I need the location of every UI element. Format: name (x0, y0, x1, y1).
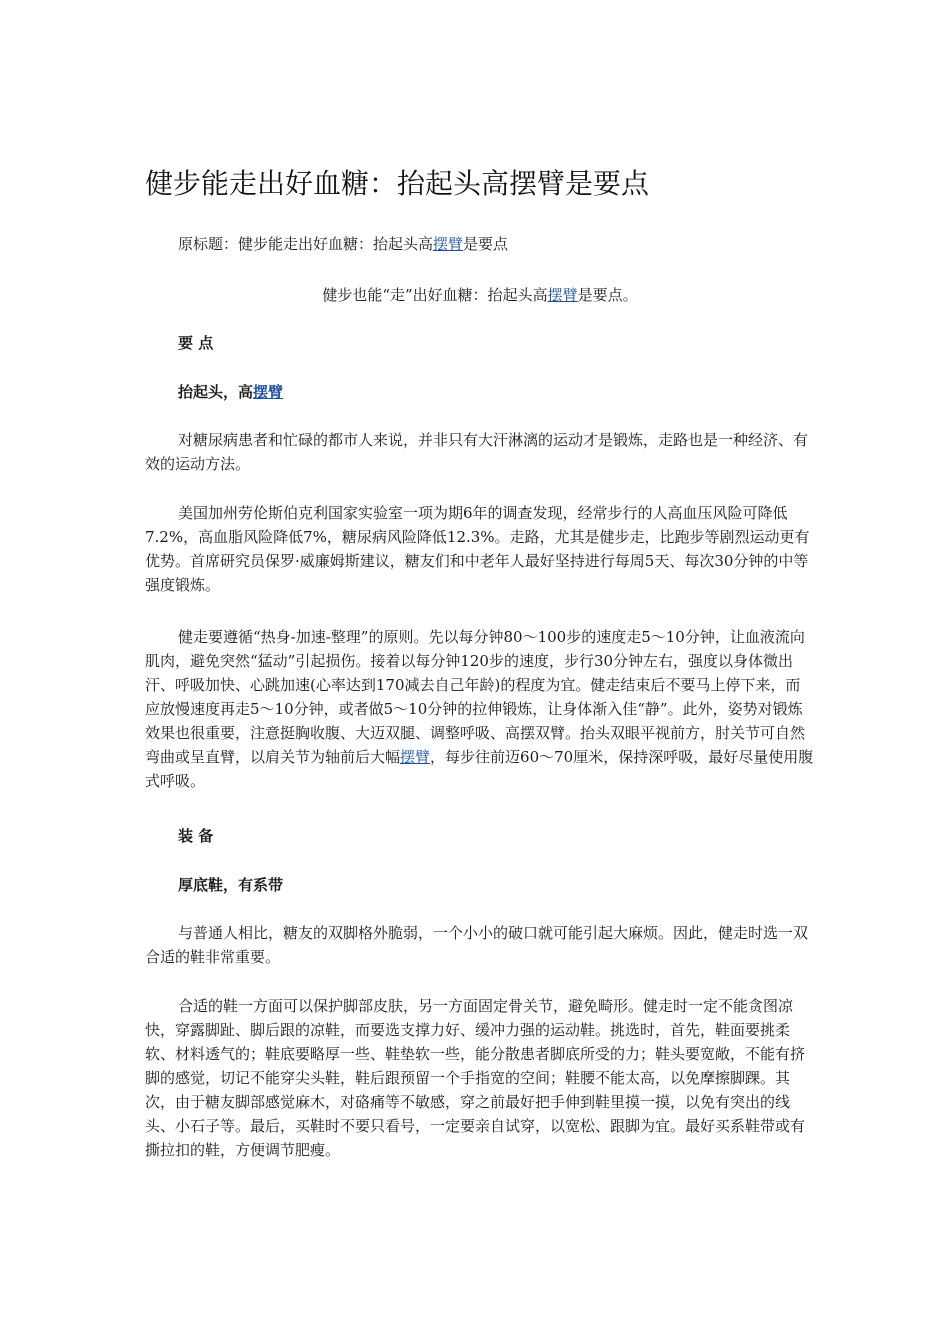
section-heading-equipment: 装 备 (178, 827, 214, 845)
section-heading-key-points: 要 点 (178, 334, 214, 352)
subtitle-text: 健步也能“走”出好血糖：抬起头高 (322, 286, 548, 304)
paragraph-walking-method (145, 625, 815, 793)
subtitle-line (145, 283, 815, 307)
keyword-link[interactable]: 摆臂 (433, 235, 464, 253)
paragraph-study: 美国加州劳伦斯伯克利国家实验室一项为期6年的调查发现，经常步行的人高血压风险可降低7.2%，高血脂风险降低7%，糖尿病风险降低12.3%。走路，尤其是健步走，比跑步等剧烈运动更有优势。首席研究员保罗·威廉姆斯建议，糖友们和中老年人最好坚持进行每周5天、每次30分钟的中等强度锻炼。 (145, 504, 810, 594)
original-title-text: 原标题：健步能走出好血糖：抬起头高 (178, 235, 434, 253)
subtitle-suffix: 是要点。 (577, 286, 638, 304)
keyword-link[interactable]: 摆臂 (547, 286, 578, 304)
paragraph-shoe-choice: 合适的鞋一方面可以保护脚部皮肤，另一方面固定骨关节，避免畸形。健走时一定不能贪图凉快，穿露脚趾、脚后跟的凉鞋，而要选支撑力好、缓冲力强的运动鞋。挑选时，首先，鞋面要挑柔软、材料透气的；鞋底要略厚一些、鞋垫软一些，能分散患者脚底所受的力；鞋头要宽敞，不能有挤脚的感觉，切记不能穿尖头鞋，鞋后跟预留一个手指宽的空间；鞋腰不能太高，以免摩擦脚踝。其次，由于糖友脚部感觉麻木，对硌痛等不敏感，穿之前最好把手伸到鞋里摸一摸，以免有突出的线头、小石子等。最后，买鞋时不要只看号，一定要亲自试穿，以宽松、跟脚为宜。最好买系鞋带或有撕拉扣的鞋，方便调节肥瘦。 (145, 997, 806, 1159)
original-title-suffix: 是要点 (463, 235, 509, 253)
original-title-line (145, 232, 815, 256)
paragraph-walking-intro: 对糖尿病患者和忙碌的都市人来说，并非只有大汗淋漓的运动才是锻炼，走路也是一种经济、有效的运动方法。 (145, 431, 809, 473)
article-title: 健步能走出好血糖：抬起头高摆臂是要点 (145, 167, 650, 200)
keyword-link[interactable]: 摆臂 (400, 748, 431, 766)
paragraph-foot-care: 与普通人相比，糖友的双脚格外脆弱，一个小小的破口就可能引起大麻烦。因此，健走时选一双合适的鞋非常重要。 (145, 924, 809, 966)
subheading-shoes: 厚底鞋，有系带 (178, 876, 284, 894)
keyword-link[interactable]: 摆臂 (253, 383, 284, 401)
subheading-text: 抬起头，高 (178, 383, 254, 401)
paragraph-text: 健走要遵循“热身-加速-整理”的原则。先以每分钟80～100步的速度走5～10分钟，让血液流向肌肉，避免突然“猛动”引起损伤。接着以每分钟120步的速度，步行30分钟左右，强度以身体微出汗、呼吸加快、心跳加速(心率达到170减去自己年龄)的程度为宜。健走结束后不要马上停下来，而应放慢速度再走5～10分钟，或者做5～10分钟的拉伸锻炼，让身体渐入佳“静”。此外，姿势对锻炼效果也很重要，注意挺胸收腹、大迈双腿、调整呼吸、高摆双臂。抬头双眼平视前方，肘关节可自然弯曲或呈直臂，以肩关节为轴前后大幅 (145, 628, 806, 766)
subheading-raise-head (145, 380, 815, 404)
paragraph-text-tail: ，每步往前迈60～70厘米，保持深呼吸，最好尽量使用腹式呼吸。 (145, 748, 814, 790)
